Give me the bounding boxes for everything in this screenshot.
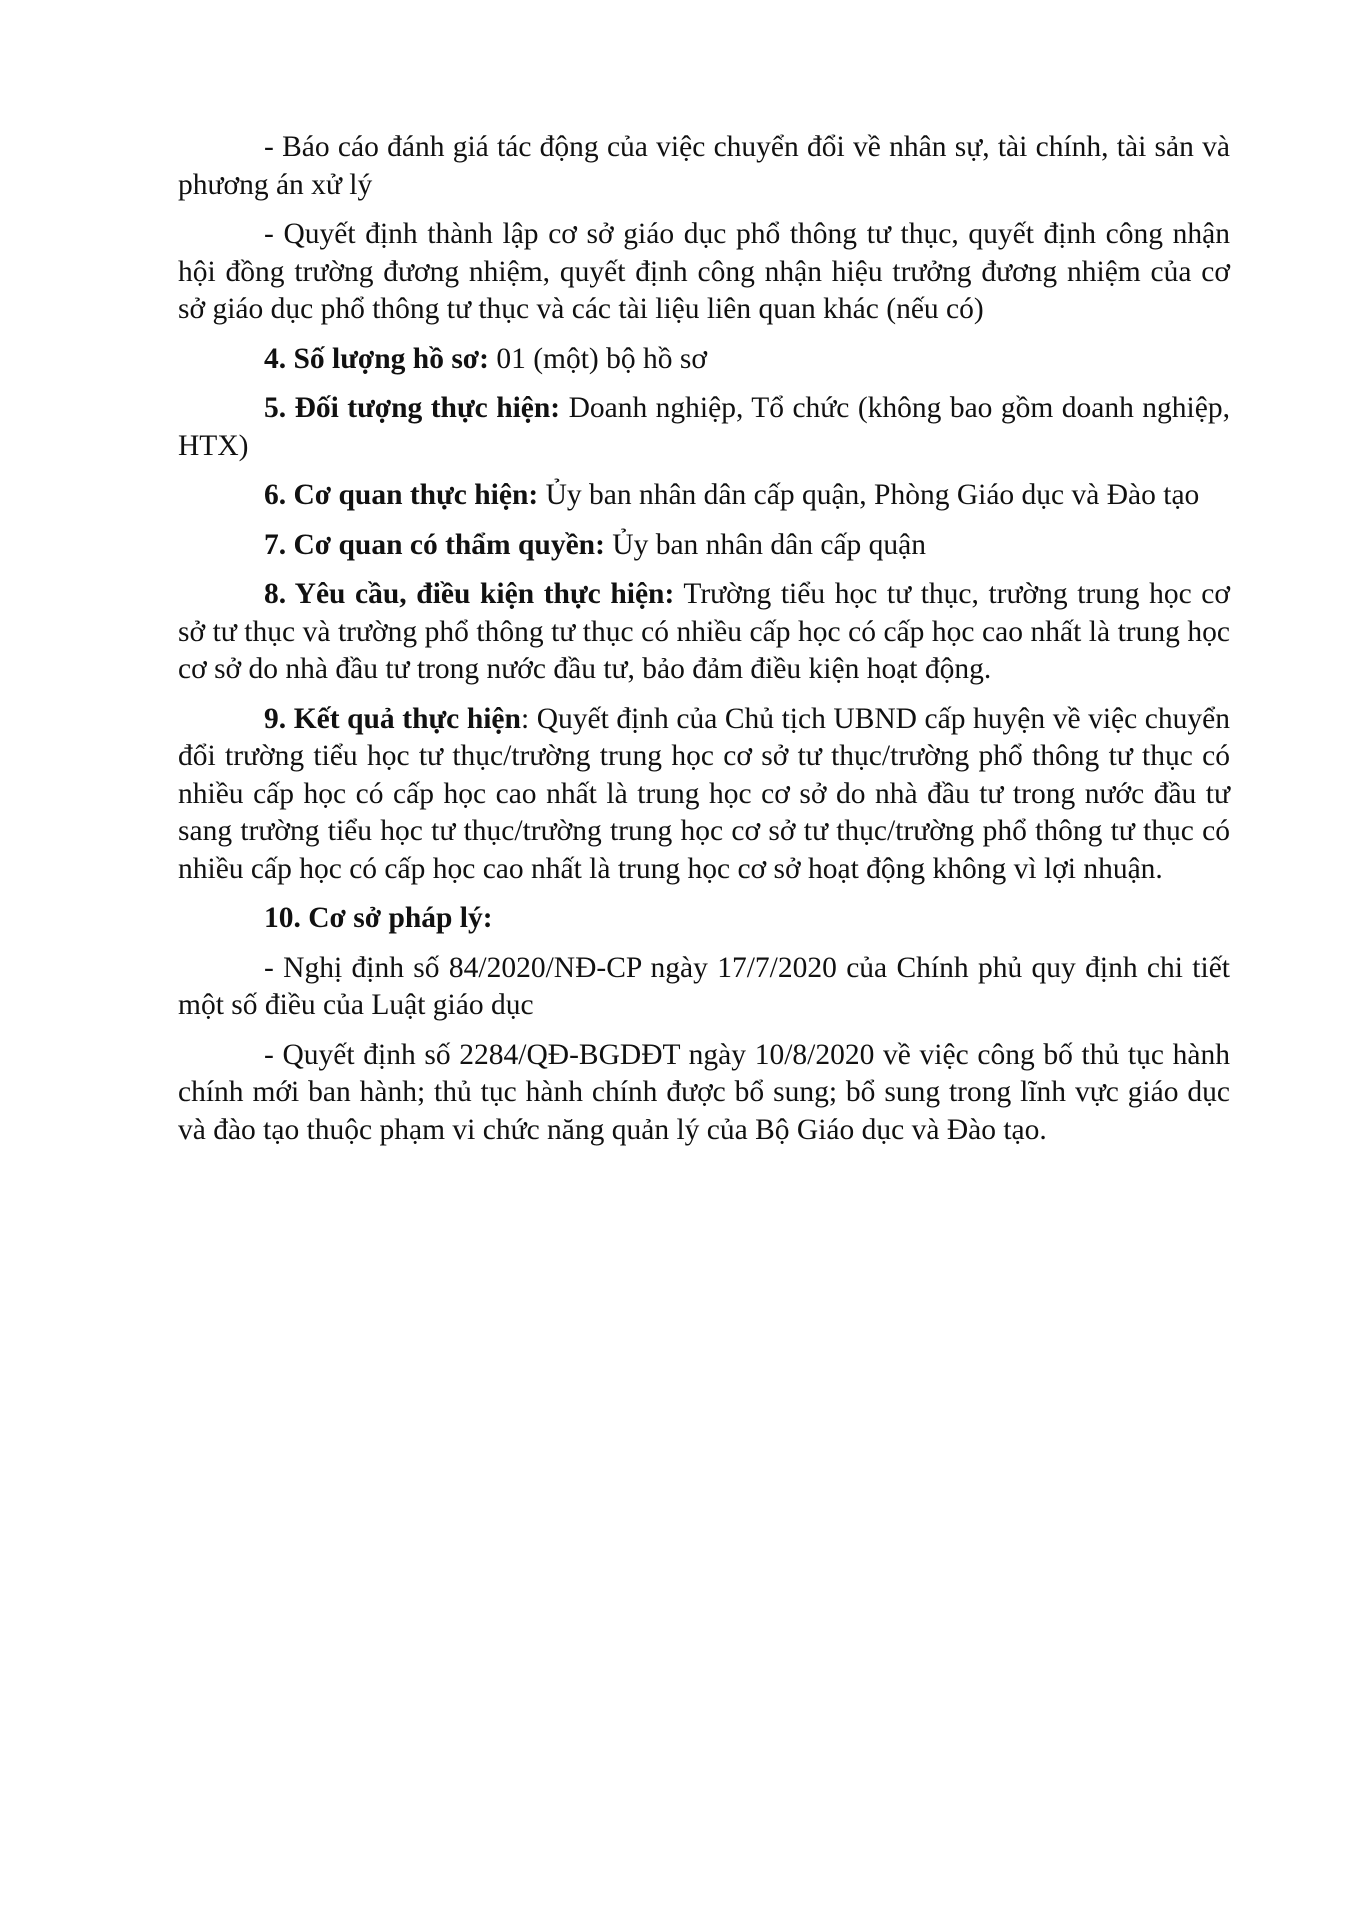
paragraph-text: - Quyết định thành lập cơ sở giáo dục phổ thông tư thục, quyết định công nhận hội đồng trường đương nhiệm, quyết định công nhận hiệu trưởng đương nhiệm của cơ sở giáo dục phổ thông tư thục và các tài liệu liên quan khác (nếu có) <box>178 218 1230 325</box>
section-heading: 9. Kết quả thực hiện <box>264 702 521 735</box>
paragraph-text: - Quyết định số 2284/QĐ-BGDĐT ngày 10/8/2020 về việc công bố thủ tục hành chính mới ban hành; thủ tục hành chính được bổ sung; bổ sung trong lĩnh vực giáo dục và đào tạo thuộc phạm vi chức năng quản lý của Bộ Giáo dục và Đào tạo. <box>178 1038 1230 1146</box>
section-heading: 7. Cơ quan có thẩm quyền: <box>264 528 605 561</box>
paragraph-legal-basis <box>178 900 1230 938</box>
section-heading: 6. Cơ quan thực hiện: <box>264 479 539 511</box>
paragraph-text: Ủy ban nhân dân cấp quận, Phòng Giáo dục và Đào tạo <box>538 479 1200 511</box>
document-body <box>178 129 1230 1161</box>
paragraph-dossier-quantity <box>178 341 1230 379</box>
paragraph-text: 01 (một) bộ hồ sơ <box>488 342 707 375</box>
paragraph-competent-authority <box>178 527 1230 565</box>
section-heading: 4. Số lượng hồ sơ: <box>264 342 489 375</box>
paragraph-requirements <box>178 576 1230 689</box>
paragraph-text: - Báo cáo đánh giá tác động của việc chuyển đổi về nhân sự, tài chính, tài sản và phương án xử lý <box>178 131 1230 201</box>
paragraph-implementing-agency <box>178 477 1230 515</box>
paragraph-result <box>178 701 1230 889</box>
paragraph-decision-2284 <box>178 1037 1230 1150</box>
section-heading: 5. Đối tượng thực hiện: <box>264 392 561 424</box>
paragraph-subjects <box>178 390 1230 465</box>
section-heading: 8. Yêu cầu, điều kiện thực hiện: <box>264 578 675 610</box>
paragraph-decree-84 <box>178 950 1230 1025</box>
paragraph-text: Ủy ban nhân dân cấp quận <box>604 528 927 561</box>
paragraph-text: : Quyết định của Chủ tịch UBND cấp huyện về việc chuyển đổi trường tiểu học tư thục/trường trung học cơ sở tư thục/trường phổ thông tư thục có nhiều cấp học có cấp học cao nhất là trung học cơ sở do nhà đầu tư trong nước đầu tư sang trường tiểu học tư thục/trường trung học cơ sở tư thục/trường phổ thông tư thục có nhiều cấp học có cấp học cao nhất là trung học cơ sở hoạt động không vì lợi nhuận. <box>178 702 1230 885</box>
paragraph-text: Trường tiểu học tư thục, trường trung học cơ sở tư thục và trường phổ thông tư thục có nhiều cấp học có cấp học cao nhất là trung học cơ sở do nhà đầu tư trong nước đầu tư, bảo đảm điều kiện hoạt động. <box>178 578 1230 685</box>
paragraph-text: Doanh nghiệp, Tổ chức (không bao gồm doanh nghiệp, HTX) <box>178 392 1230 462</box>
paragraph-text: - Nghị định số 84/2020/NĐ-CP ngày 17/7/2020 của Chính phủ quy định chi tiết một số điều của Luật giáo dục <box>178 951 1230 1021</box>
paragraph-impact-report <box>178 129 1230 204</box>
paragraph-establishment-decision <box>178 216 1230 329</box>
section-heading: 10. Cơ sở pháp lý: <box>264 902 493 934</box>
